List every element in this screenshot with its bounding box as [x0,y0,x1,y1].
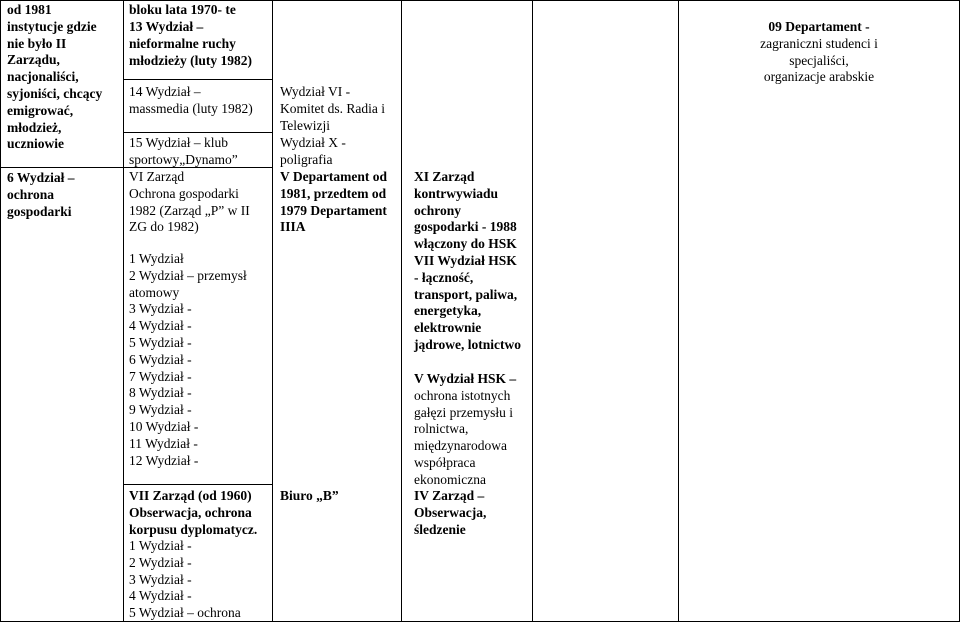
text-line: jądrowe, lotnictwo [414,336,521,352]
text-line: ochrona [7,186,55,202]
text-line: XI Zarząd [414,169,475,184]
list-item: 5 Wydział – ochrona [129,605,241,621]
text-line: Telewizji [280,117,331,133]
text-line: 13 Wydział – [129,19,204,34]
text-line: śledzenie [414,521,466,537]
text-line: sportowy„Dynamo” [129,151,238,167]
text-line: V Departament od [280,169,387,184]
text-line: 09 Departament - [768,19,870,34]
text-line: ekonomiczna [414,471,486,487]
col5-v-hsk-cell [414,371,516,489]
text-line: 1981, przedtem od [280,185,387,201]
text-line: Wydział VI - [280,84,351,99]
column-divider-4 [532,0,533,622]
table-border-left [0,0,1,622]
text-line: Obserwacja, [414,504,487,520]
col2-w13-cell [129,19,252,69]
col3-biuro-b-cell [280,488,339,505]
list-item: atomowy [129,284,180,300]
col3-dept-v-cell [280,169,387,236]
col2-vi-department-list [129,251,247,469]
text-line: rolnictwa, [414,421,469,437]
col2-vii-zarzad-cell [129,488,257,538]
col2-row-divider-4 [123,484,272,485]
text-line: VI Zarząd [129,169,185,184]
list-item: 2 Wydział - [129,554,192,570]
text-line: - łączność, [414,269,474,285]
text-line: 6 Wydział – [7,170,75,185]
list-item: 9 Wydział - [129,402,192,418]
text-line: współpraca [414,454,476,470]
text-line: młodzież, [7,119,62,135]
text-line: uczniowie [7,136,64,152]
list-item: 10 Wydział - [129,418,199,434]
text-line: instytucje gdzie [7,18,97,34]
text-line: zagraniczni studenci i [760,35,878,51]
col2-vi-zarzad-cell [129,169,250,236]
text-line: Obserwacja, ochrona [129,504,252,520]
text-line: bloku lata 1970- te [129,2,236,17]
text-line: VII Wydział HSK [414,253,517,268]
text-line: IV Zarząd – [414,488,485,503]
text-line: massmedia (luty 1982) [129,100,253,116]
text-line: ochrona istotnych [414,387,511,403]
list-item: 7 Wydział - [129,368,192,384]
text-line: korpusu dyplomatycz. [129,521,258,537]
list-item: 1 Wydział - [129,538,192,553]
col3-wydzial-vi-cell [280,84,385,134]
col2-row-divider-2 [123,132,272,133]
col2-row-divider-1 [123,79,272,80]
text-line: ochrony [414,202,462,218]
col2-w14-cell [129,84,253,118]
text-line: specjaliści, [789,52,849,68]
list-item: 8 Wydział - [129,385,192,401]
text-line: Biuro „B” [280,488,339,503]
text-line: emigrować, [7,102,74,118]
text-line: 15 Wydział – klub [129,135,229,150]
list-item: 4 Wydział - [129,318,192,334]
text-line: nie było II [7,35,67,51]
list-item: 2 Wydział – przemysł [129,267,247,283]
list-item: 3 Wydział - [129,571,192,587]
list-item: 6 Wydział - [129,351,192,367]
text-line: ZG do 1982) [129,219,199,235]
col3-wydzial-x-cell [280,135,346,169]
text-line: Komitet ds. Radia i [280,100,385,116]
text-line: transport, paliwa, [414,286,518,302]
text-line: włączony do HSK [414,236,517,252]
list-item: 4 Wydział - [129,588,192,604]
text-line: od 1981 [7,2,52,17]
col1-row-divider [0,167,123,168]
text-line: gałęzi przemysłu i [414,404,513,420]
list-item: 5 Wydział - [129,334,192,350]
text-line: międzynarodowa [414,438,507,454]
col2-vii-department-list [129,538,241,622]
table-border-top [0,0,960,1]
col1-top-cell [7,2,102,153]
text-line: Zarządu, [7,52,60,68]
text-line: gospodarki [7,203,72,219]
col5-vii-hsk-cell [414,253,521,354]
list-item: 12 Wydział - [129,452,199,468]
text-line: IIIA [280,219,306,235]
col5-iv-zarzad-cell [414,488,486,538]
col7-dept-09-cell [679,19,959,86]
text-line: gospodarki - 1988 [414,219,517,235]
text-line: młodzieży (luty 1982) [129,52,252,68]
text-line: elektrownie [414,320,482,336]
column-divider-3 [401,0,402,622]
text-line: V Wydział HSK – [414,371,517,386]
column-divider-2 [272,0,273,622]
list-item: 3 Wydział - [129,301,192,317]
text-line: Wydział X - [280,135,346,150]
col2-header-cell [129,2,236,19]
column-divider-1 [123,0,124,622]
text-line: 1982 (Zarząd „P” w II [129,202,250,218]
list-item: 1 Wydział [129,251,184,266]
text-line: Ochrona gospodarki [129,185,239,201]
text-line: nacjonaliści, [7,69,79,85]
column-divider-5 [678,0,679,622]
text-line: 1979 Departament [280,202,387,218]
col5-xi-zarzad-cell [414,169,517,253]
text-line: organizacje arabskie [763,69,875,85]
text-line: 14 Wydział – [129,84,201,99]
list-item: 11 Wydział - [129,435,198,451]
text-line: kontrwywiadu [414,185,499,201]
text-line: poligrafia [280,151,333,167]
text-line: energetyka, [414,303,482,319]
text-line: syjoniści, chcący [7,85,103,101]
col2-w15-cell [129,135,238,169]
text-line: VII Zarząd (od 1960) [129,488,252,503]
text-line: nieformalne ruchy [129,35,236,51]
col1-wydzial6-cell [7,170,75,220]
